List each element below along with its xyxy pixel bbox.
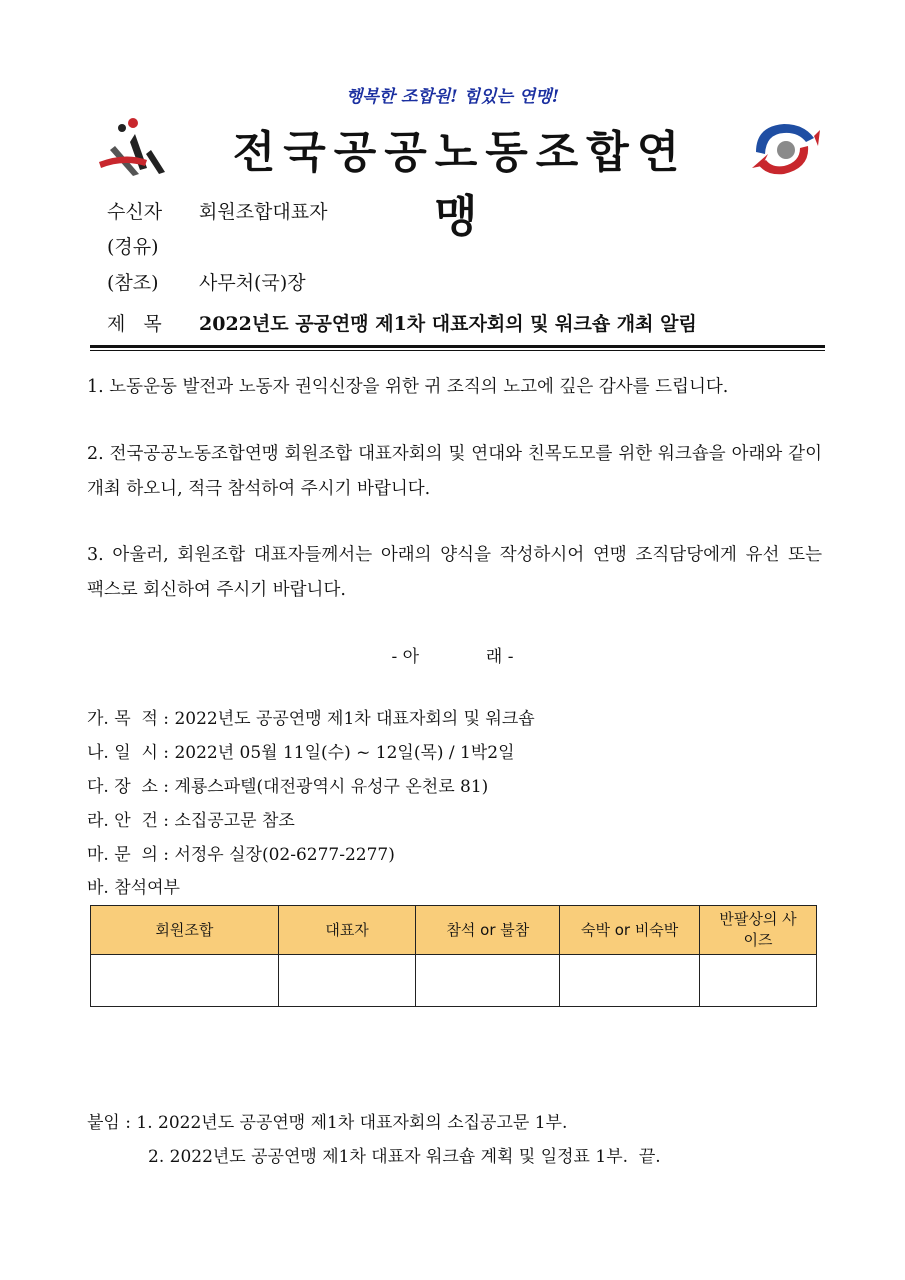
detail-label: 다. 장 소 xyxy=(87,777,158,797)
detail-value: 소집공고문 참조 xyxy=(174,811,295,831)
subject-value: 2022년도 공공연맹 제1차 대표자회의 및 워크숍 개최 알림 xyxy=(199,313,697,335)
recipient-value: 회원조합대표자 xyxy=(199,201,328,223)
table-cell[interactable] xyxy=(700,955,817,1007)
table-cell[interactable] xyxy=(278,955,416,1007)
reference-row xyxy=(107,268,306,295)
table-header-cell: 대표자 xyxy=(278,906,416,955)
detail-purpose: 가. 목 적 : 2022년도 공공연맹 제1차 대표자회의 및 워크숍 xyxy=(87,709,535,729)
organization-title: 전국공공노동조합연맹 xyxy=(232,127,688,242)
paragraph-2: 2. 전국공공노동조합연맹 회원조합 대표자회의 및 연대와 친목도모를 위한 워크숍을 아래와 같이 개최 하오니, 적극 참석하여 주시기 바랍니다. xyxy=(87,444,822,499)
header-divider-thin xyxy=(90,350,825,351)
detail-value: 2022년도 공공연맹 제1차 대표자회의 및 워크숍 xyxy=(174,709,535,729)
detail-location: 다. 장 소 : 계룡스파텔(대전광역시 유성구 온천로 81) xyxy=(87,777,489,797)
table-header-cell: 참석 or 불참 xyxy=(416,906,560,955)
detail-agenda: 라. 안 건 : 소집공고문 참조 xyxy=(87,811,295,831)
subject-label: 제 목 xyxy=(107,313,168,335)
reference-value: 사무처(국)장 xyxy=(199,272,306,294)
recipient-label: 수신자 xyxy=(107,201,163,223)
table-header-cell: 숙박 or 비숙박 xyxy=(560,906,700,955)
header-divider xyxy=(90,345,825,348)
attachment-label: 붙임 : xyxy=(87,1113,131,1133)
detail-label: 바. 참석여부 xyxy=(87,878,180,898)
slogan: 행복한 조합원! 힘있는 연맹! xyxy=(345,87,560,107)
attendance-table xyxy=(90,905,817,1007)
notice-heading-left: - 아 xyxy=(391,647,420,667)
detail-contact: 마. 문 의 : 서정우 실장(02-6277-2277) xyxy=(87,845,395,865)
attachment-line-2 xyxy=(148,1142,661,1167)
table-header-row xyxy=(91,906,817,955)
detail-value: 계룡스파텔(대전광역시 유성구 온천로 81) xyxy=(174,777,489,797)
table-header-cell xyxy=(700,906,817,955)
paragraph-3: 3. 아울러, 회원조합 대표자들께서는 아래의 양식을 작성하시어 연맹 조직담당에게 유선 또는 팩스로 회신하여 주시기 바랍니다. xyxy=(87,545,822,600)
detail-label: 가. 목 적 xyxy=(87,709,158,729)
detail-label: 나. 일 시 xyxy=(87,743,158,763)
table-cell[interactable] xyxy=(560,955,700,1007)
detail-label: 라. 안 건 xyxy=(87,811,158,831)
table-row xyxy=(91,955,817,1007)
notice-heading xyxy=(0,642,905,667)
attachment-item: 2. 2022년도 공공연맹 제1차 대표자 워크숍 계획 및 일정표 1부. 끝. xyxy=(148,1147,661,1167)
attachment-line-1 xyxy=(87,1108,567,1133)
detail-value: 서정우 실장(02-6277-2277) xyxy=(174,845,395,865)
detail-datetime: 나. 일 시 : 2022년 05월 11일(수) ~ 12일(목) / 1박2일 xyxy=(87,743,515,763)
via-row xyxy=(107,232,199,259)
paragraph-1: 1. 노동운동 발전과 노동자 권익신장을 위한 귀 조직의 노고에 깊은 감사를 드립니다. xyxy=(87,377,729,397)
notice-heading-right: 래 - xyxy=(485,647,514,667)
via-label: (경유) xyxy=(107,236,159,258)
federation-emblem-icon xyxy=(748,116,822,182)
detail-label: 마. 문 의 xyxy=(87,845,158,865)
table-header-cell-text: 반팔상의 사이즈 xyxy=(719,910,797,949)
reference-label: (참조) xyxy=(107,272,159,294)
table-header-cell: 회원조합 xyxy=(91,906,279,955)
union-emblem-icon xyxy=(95,112,173,182)
recipient-row xyxy=(107,197,327,224)
subject-row xyxy=(107,309,697,336)
detail-value: 2022년 05월 11일(수) ~ 12일(목) / 1박2일 xyxy=(174,743,515,763)
attachment-item: 1. 2022년도 공공연맹 제1차 대표자회의 소집공고문 1부. xyxy=(136,1113,568,1133)
table-cell[interactable] xyxy=(416,955,560,1007)
detail-attendance xyxy=(87,873,180,898)
table-cell[interactable] xyxy=(91,955,279,1007)
